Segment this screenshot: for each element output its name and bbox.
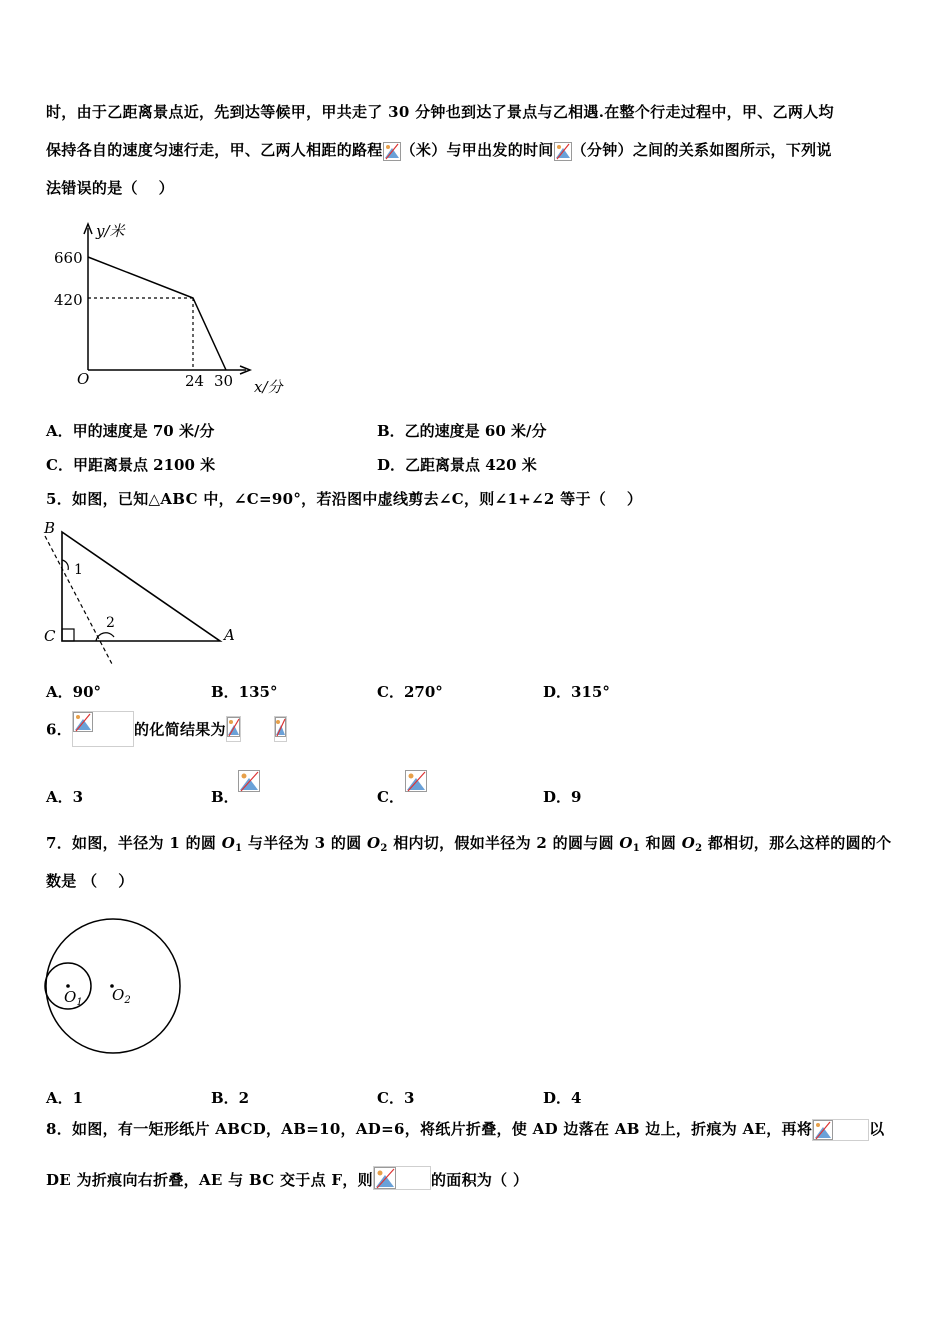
q8-text-b: 以 xyxy=(869,1120,885,1138)
q8-text-c: DE 为折痕向右折叠，AE 与 BC 交于点 F，则 xyxy=(46,1171,373,1189)
q7-o2-letter: O xyxy=(367,834,381,852)
o1-letter: O xyxy=(64,988,77,1006)
vertex-a-label: A xyxy=(224,626,235,644)
q7-text-c: 相内切，假如半径为 2 的圆与圆 xyxy=(387,834,620,852)
q7-line-1 xyxy=(46,832,891,854)
x-tick-24: 24 xyxy=(185,372,205,390)
q4-option-d: D．乙距离景点 420 米 xyxy=(377,456,537,474)
x-axis-label: x/分 xyxy=(254,378,283,396)
q7-text-b: 与半径为 3 的圆 xyxy=(242,834,368,852)
q4-option-c: C．甲距离景点 2100 米 xyxy=(46,456,216,474)
distance-line xyxy=(88,257,226,370)
q7-circles-figure xyxy=(40,914,190,1060)
q7-o1-subscript: 1 xyxy=(235,843,243,854)
broken-image-icon xyxy=(383,142,401,161)
q5-text: 5．如图，已知△ABC 中，∠C=90°，若沿图中虚线剪去∠C，则∠1+∠2 等于（ ） xyxy=(46,490,643,508)
q7-option-a: A．1 xyxy=(46,1089,84,1107)
o2-label xyxy=(112,986,131,1006)
origin-label: O xyxy=(77,370,90,388)
q7-line-2: 数是 （ ） xyxy=(46,872,134,890)
q4-option-b: B．乙的速度是 60 米/分 xyxy=(377,422,547,440)
q7-option-c: C．3 xyxy=(377,1089,415,1107)
q7-option-d: D．4 xyxy=(543,1089,582,1107)
o2-subscript: 2 xyxy=(124,995,131,1006)
x-tick-30: 30 xyxy=(214,372,234,390)
o2-letter: O xyxy=(112,986,125,1004)
broken-image-icon xyxy=(72,711,134,747)
q7-o1-letter-2: O xyxy=(619,834,633,852)
q7-text-a: 7．如图，半径为 1 的圆 xyxy=(46,834,222,852)
q4-distance-time-graph xyxy=(46,218,286,398)
q8-text-a: 8．如图，有一矩形纸片 ABCD，AB=10，AD=6，将纸片折叠，使 AD 边落在 AB 边上，折痕为 AE，再将 xyxy=(46,1120,813,1138)
q5-option-c: C．270° xyxy=(377,683,443,701)
broken-image-icon xyxy=(405,770,427,792)
q7-text-e: 都相切，那么这样的圆的个 xyxy=(702,834,892,852)
q7-o1-subscript-2: 1 xyxy=(632,843,641,854)
broken-image-icon xyxy=(373,1166,431,1190)
q5-option-b: B．135° xyxy=(211,683,278,701)
y-tick-660: 660 xyxy=(54,249,83,267)
q6-prefix: 6． xyxy=(46,720,73,739)
y-tick-420: 420 xyxy=(54,291,83,309)
q4-option-a: A．甲的速度是 70 米/分 xyxy=(46,422,215,440)
q4-line-2a: 保持各自的速度匀速行走，甲、乙两人相距的路程 xyxy=(46,141,383,159)
angle-1-arc xyxy=(62,560,68,570)
q8-line-1 xyxy=(46,1118,884,1141)
q8-text-d: 的面积为（ ） xyxy=(430,1171,529,1189)
o1-label xyxy=(64,988,83,1008)
q7-o1-letter: O xyxy=(221,834,236,852)
q4-line-1: 时，由于乙距离景点近，先到达等候甲，甲共走了 30 分钟也到达了景点与乙相遇.在整个行走过程中，甲、乙两人均 xyxy=(46,103,834,121)
broken-image-icon xyxy=(812,1119,869,1141)
q4-line-2 xyxy=(46,139,832,161)
q6-option-c-label: C． xyxy=(377,788,404,806)
angle-1-label: 1 xyxy=(74,562,83,578)
q6-option-a: A．3 xyxy=(46,788,84,806)
angle-2-label: 2 xyxy=(106,615,115,631)
q7-option-b: B．2 xyxy=(211,1089,250,1107)
broken-image-icon xyxy=(226,716,241,742)
broken-image-icon xyxy=(274,716,287,742)
q7-o2-subscript: 2 xyxy=(380,843,388,854)
q4-line-2b: （米）与甲出发的时间 xyxy=(400,141,554,159)
broken-image-icon xyxy=(554,142,572,161)
q4-line-2c: （分钟）之间的关系如图所示，下列说 xyxy=(571,141,832,159)
q7-text-d: 和圆 xyxy=(640,834,682,852)
right-angle-mark xyxy=(62,629,74,641)
angle-2-arc xyxy=(96,633,114,641)
q6-middle: 的化简结果为 xyxy=(134,720,226,739)
triangle-abc xyxy=(62,532,220,641)
vertex-b-label: B xyxy=(44,519,56,537)
o1-subscript: 1 xyxy=(76,997,83,1008)
broken-image-icon xyxy=(238,770,260,792)
q6-option-d: D．9 xyxy=(543,788,582,806)
q7-o2-subscript-2: 2 xyxy=(695,843,703,854)
q7-o2-letter-2: O xyxy=(681,834,696,852)
q4-line-3: 法错误的是（ ） xyxy=(46,179,174,197)
q5-triangle-figure xyxy=(40,516,250,668)
q5-option-d: D．315° xyxy=(543,683,610,701)
q5-option-a: A．90° xyxy=(46,683,102,701)
q6-option-b-label: B． xyxy=(211,788,239,806)
q6-line xyxy=(46,711,287,747)
y-axis-label: y/米 xyxy=(96,222,125,240)
q8-line-2 xyxy=(46,1166,528,1200)
vertex-c-label: C xyxy=(44,627,56,645)
